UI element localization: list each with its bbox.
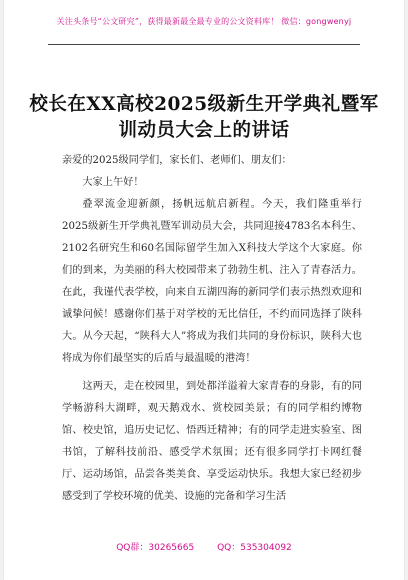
paragraph-2: 这两天，走在校园里，到处都洋溢着大家青春的身影，有的同学畅游科大湖畔，观天鹅戏水、赏校园美景；有的同学相约博物馆、校史馆，追历史记忆、悟西迁精神；有的同学走进实验室、图书馆，了解科技前沿、感受学术氛围；还有很多同学打卡网红餐厅、运动场馆，品尝各类美食、享受运动快乐。我想大家已经初步感受到了学校环境的优美、设施的完备和学习生活: [62, 381, 362, 502]
paragraph-1: 叠翠流金迎新颜，扬帆远航启新程。今天，我们隆重举行2025级新生开学典礼暨军训动员大会，共同迎接4783名本科生、2102名研究生和60名国际留学生加入X科技大学这个大家庭。你们的到来，为美丽的科大校园带来了勃勃生机、注入了青春活力。在此，我谨代表学校，向来自五湖四海的新同学们表示热烈欢迎和诚挚问候！感谢你们基于对学校的无比信任，不约而同选择了陕科大。从今天起，“陕科大人”将成为我们共同的身份标识，陕科大也将成为你们最坚实的后盾与最温暖的港湾！: [62, 199, 362, 364]
footer-contact: [4, 540, 404, 553]
document-page: [4, 0, 404, 580]
salutation: 亲爱的2025级同学们，家长们、老师们、朋友们：: [62, 155, 292, 166]
footer-qq-group: QQ群：30265665: [116, 543, 195, 553]
document-body: [62, 150, 362, 508]
greeting: 大家上午好！: [82, 177, 144, 188]
header-divider: [48, 44, 360, 45]
document-title-line-2: 训动员大会上的讲话: [118, 120, 290, 141]
footer-qq: QQ：535304092: [217, 543, 292, 553]
header-banner: 关注头条号“公文研究”，获得最新最全最专业的公文资料库！ 微信：gongwenyj: [56, 17, 352, 26]
document-title-line-1: 校长在XX高校2025级新生开学典礼暨军: [29, 94, 379, 115]
